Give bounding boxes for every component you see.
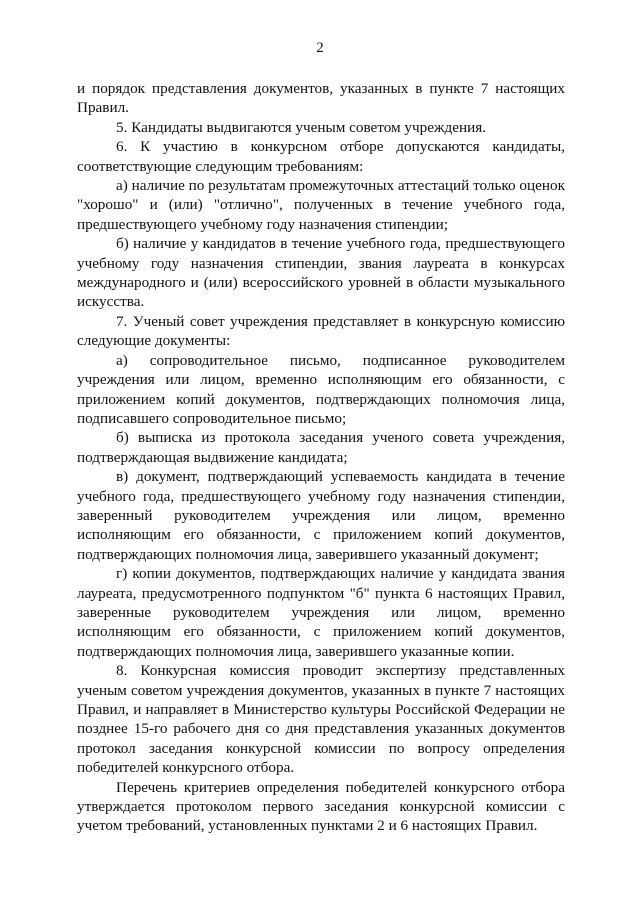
paragraph: 6. К участию в конкурсном отборе допускаются кандидаты, соответствующие следующим требованиям: [77, 138, 565, 175]
paragraph: б) выписка из протокола заседания ученого совета учреждения, подтверждающая выдвижение кандидата; [77, 429, 565, 466]
paragraph: и порядок представления документов, указанных в пункте 7 настоящих Правил. [77, 80, 565, 117]
paragraph: 7. Ученый совет учреждения представляет в конкурсную комиссию следующие документы: [77, 312, 565, 350]
paragraph: 5. Кандидаты выдвигаются ученым советом учреждения. [116, 118, 487, 136]
paragraph: Перечень критериев определения победителей конкурсного отбора утверждается протоколом первого заседания конкурсной комиссии с учетом требований, установленных пунктами 2 и 6 настоящих Правил. [77, 778, 565, 835]
paragraph: в) документ, подтверждающий успеваемость кандидата в течение учебного года, предшествующего учебному году назначения стипендии, заверенный руководителем учреждения или лицом, временно исполняющим его обязанности, с приложением копий документов, подтверждающих полномочия лица, заверившего указанный документ; [77, 468, 565, 563]
paragraph: а) сопроводительное письмо, подписанное руководителем учреждения или лицом, временно исполняющим его обязанности, с приложением копий документов, подтверждающих полномочия лица, подписавшего сопроводительное письмо; [77, 351, 565, 427]
paragraph: б) наличие у кандидатов в течение учебного года, предшествующего учебному году назначения стипендии, звания лауреата в конкурсах международного и (или) всероссийского уровней в области музыкального искусства. [77, 235, 565, 311]
paragraph: 8. Конкурсная комиссия проводит экспертизу представленных ученым советом учреждения документов, указанных в пункте 7 настоящих Правил, и направляет в Министерство культуры Российской Федерации не позднее 15-го рабочего дня со дня представления указанных документов протокол заседания конкурсной комиссии по вопросу определения победителей конкурсного отбора. [77, 662, 565, 777]
paragraph: а) наличие по результатам промежуточных аттестаций только оценок "хорошо" и (или) "отлично", полученных в течение учебного года, предшествующего учебному году назначения стипендии; [77, 177, 565, 233]
document-body [77, 79, 565, 836]
page-number: 2 [316, 40, 324, 56]
paragraph: г) копии документов, подтверждающих наличие у кандидата звания лауреата, предусмотренного подпунктом "б" пункта 6 настоящих Правил, заверенные руководителем учреждения или лицом, временно исполняющим его обязанности, с приложением копий документов, подтверждающих полномочия лица, заверившего указанные копии. [77, 565, 565, 660]
